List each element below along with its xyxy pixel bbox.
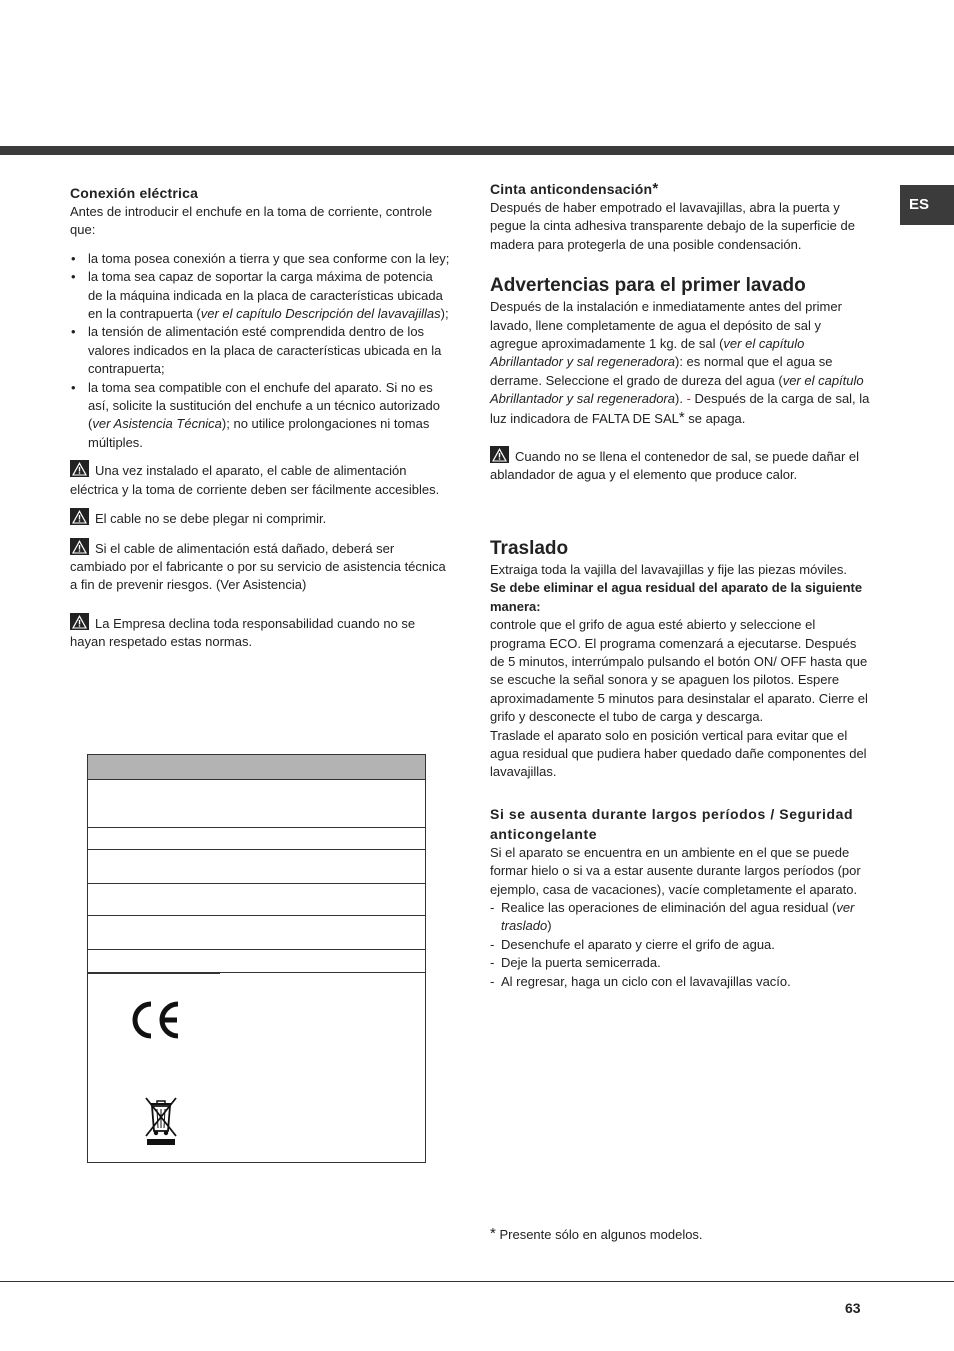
conexion-checklist: [70, 250, 450, 452]
cinta-text: Después de haber empotrado el lavavajillas, abra la puerta y pegue la cinta adhesiva transparente debajo de la superficie de madera para protegerla de una posible condensación.: [490, 200, 855, 252]
traslado-bold-instruction: Se debe eliminar el agua residual del aparato de la siguiente manera:: [490, 580, 863, 614]
section-title-traslado: Traslado: [490, 537, 569, 559]
right-column: [490, 179, 870, 991]
bottom-rule: [0, 1281, 954, 1282]
traslado-intro: Extraiga toda la vajilla del lavavajillas y fije las piezas móviles.: [490, 561, 847, 577]
left-column: [70, 183, 450, 652]
ce-mark-icon: [128, 999, 184, 1041]
section-title-ausencia: Si se ausenta durante largos períodos / Seguridad anticongelante: [490, 805, 854, 842]
section-title-cinta: Cinta anticondensación*: [490, 180, 659, 197]
footnote: * Presente sólo en algunos modelos.: [490, 1225, 703, 1242]
list-item: - Deje la puerta semicerrada.: [490, 954, 870, 972]
list-item: • la tensión de alimentación esté comprendida dentro de los valores indicados en la placa de características ubicada en la contrapuerta;: [70, 323, 450, 378]
table-row: [88, 780, 425, 828]
conexion-intro: Antes de introducir el enchufe en la toma de corriente, controle que:: [70, 204, 433, 238]
table-divider: [88, 973, 220, 974]
ausencia-steps: [490, 899, 870, 991]
warning-note: Una vez instalado el aparato, el cable de alimentación eléctrica y la toma de corriente deben ser fácilmente accesibles.: [70, 460, 450, 499]
table-header-band: [88, 755, 425, 780]
warning-note: Si el cable de alimentación está dañado, deberá ser cambiado por el fabricante o por su servicio de asistencia técnica a fin de prevenir riesgos. (Ver Asistencia): [70, 538, 450, 595]
warning-note: Cuando no se llena el contenedor de sal, se puede dañar el ablandador de agua y el elemento que produce calor.: [490, 446, 870, 485]
traslado-steps: controle que el grifo de agua esté abierto y seleccione el programa ECO. El programa comenzará a ejecutarse. Después de 5 minutos, interrúmpalo pulsando el botón ON/ OFF hasta que se escuche la señal sonora y se apaguen los pilotos. Espere aproximadamente 5 minutos para desinstalar el aparato. Cierre el grifo y desconecte el tubo de carga y descarga.: [490, 617, 868, 725]
list-item: - Realice las operaciones de eliminación del agua residual (ver traslado): [490, 899, 870, 936]
page-number: 63: [845, 1300, 861, 1316]
weee-crossed-bin-icon: [143, 1095, 179, 1147]
language-tab: ES: [900, 185, 954, 225]
list-item: - Desenchufe el aparato y cierre el grifo de agua.: [490, 936, 870, 954]
asterisk-mark: *: [678, 408, 685, 426]
section-title-advertencias: Advertencias para el primer lavado: [490, 275, 806, 297]
table-row: [88, 828, 425, 850]
cross-reference: ver el capítulo Descripción del lavavajillas: [200, 306, 441, 322]
warning-triangle-icon: [70, 538, 89, 555]
table-row: [88, 916, 425, 950]
cross-reference: ver traslado: [501, 899, 855, 934]
warning-triangle-icon: [70, 460, 89, 477]
asterisk-mark: *: [652, 180, 659, 197]
table-row: [88, 950, 425, 973]
red-dash: -: [686, 391, 691, 407]
list-item: - Al regresar, haga un ciclo con el lavavajillas vacío.: [490, 973, 870, 991]
table-row: [88, 884, 425, 916]
cross-reference: ver el capítulo Abrillantador y sal regeneradora: [490, 336, 805, 370]
warning-note: El cable no se debe plegar ni comprimir.: [70, 508, 450, 528]
asterisk-mark: *: [490, 1225, 496, 1242]
warning-triangle-icon: [490, 446, 509, 463]
list-item: • la toma posea conexión a tierra y que sea conforme con la ley;: [70, 250, 450, 268]
warning-triangle-icon: [70, 613, 89, 630]
warning-triangle-icon: [70, 508, 89, 525]
cross-reference: ver el capítulo Abrillantador y sal regeneradora: [490, 372, 864, 407]
list-item: • la toma sea compatible con el enchufe del aparato. Si no es así, solicite la sustitución del enchufe a un técnico autorizado (ver Asistencia Técnica); no utilice prolongaciones ni tomas múltiples.: [70, 379, 450, 453]
top-dark-bar: [0, 146, 954, 155]
advertencias-text: Después de la instalación e inmediatamente antes del primer lavado, llene completamente de agua el depósito de sal y agregue aproximadamente 1 kg. de sal (ver el capítulo Abrillantador y sal regeneradora): es normal que el agua se derrame. Seleccione el grado de dureza del agua (ver el capítulo Abrillantador y sal regeneradora). - Después de la carga de sal, la luz indicadora de FALTA DE SAL* se apaga.: [490, 299, 870, 426]
warning-note: La Empresa declina toda responsabilidad cuando no se hayan respetado estas normas.: [70, 613, 450, 652]
table-row: [88, 850, 425, 884]
ausencia-text: Si el aparato se encuentra en un ambiente en el que se puede formar hielo o si va a estar ausente durante largos períodos (por ejemplo, casa de vacaciones), vacíe completamente el aparato.: [490, 844, 861, 897]
list-item: • la toma sea capaz de soportar la carga máxima de potencia de la máquina indicada en la placa de características ubicada en la contrapuerta (ver el capítulo Descripción del lavavajillas);: [70, 268, 450, 323]
traslado-vertical: Traslade el aparato solo en posición vertical para evitar que el agua residual que pudiera haber quedado dañe componentes del lavavajillas.: [490, 727, 867, 780]
specification-table: [87, 754, 426, 1163]
cross-reference: ver Asistencia Técnica: [92, 416, 222, 432]
section-title-conexion: Conexión eléctrica: [70, 185, 199, 201]
